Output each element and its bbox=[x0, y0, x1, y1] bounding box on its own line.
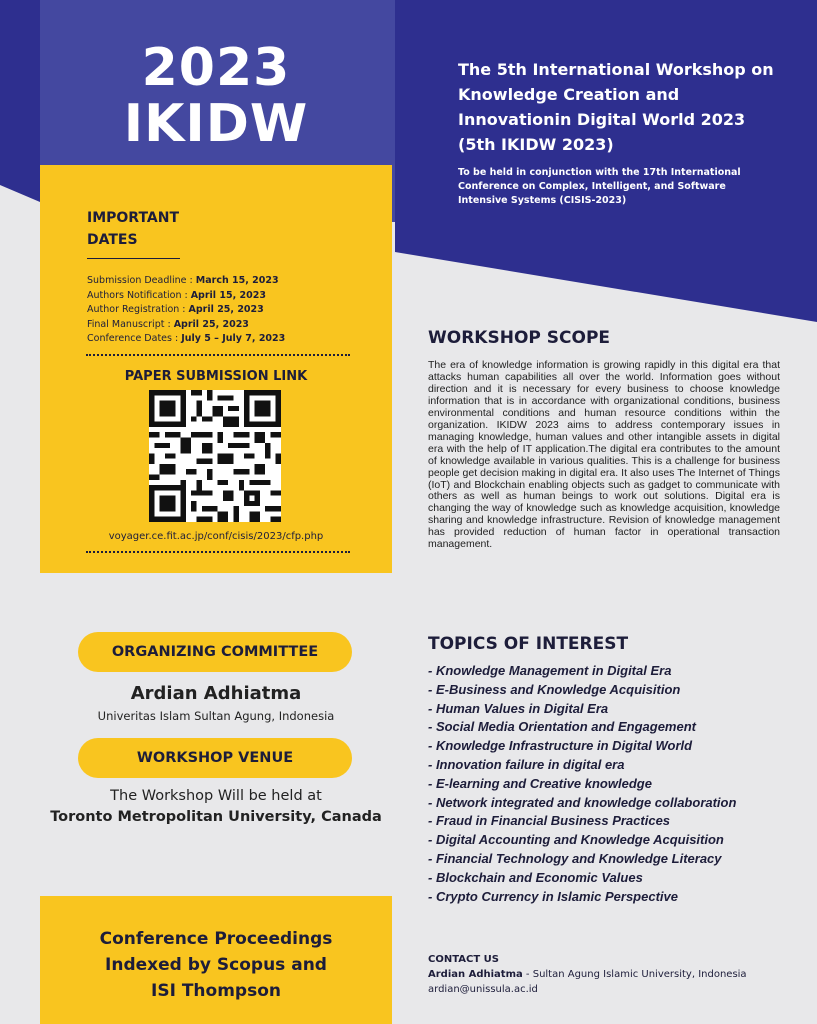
topic-item: - E-Business and Knowledge Acquisition bbox=[428, 681, 681, 697]
venue-line2: Toronto Metropolitan University, Canada bbox=[50, 809, 382, 825]
date-row-conference bbox=[87, 332, 387, 347]
hero-acronym: IKIDW bbox=[123, 94, 309, 154]
date-value: April 25, 2023 bbox=[173, 318, 249, 330]
submission-heading: PAPER SUBMISSION LINK bbox=[124, 369, 308, 384]
proceedings-line2: Indexed by Scopus and bbox=[105, 955, 327, 975]
venue-badge: WORKSHOP VENUE bbox=[78, 738, 352, 778]
dates-list bbox=[87, 274, 387, 347]
contact-email[interactable]: ardian@unissula.ac.id bbox=[428, 984, 538, 995]
topic-item: - Financial Technology and Knowledge Literacy bbox=[428, 850, 722, 866]
date-label: Authors Notification : bbox=[87, 289, 191, 301]
date-row-final-manuscript bbox=[87, 318, 387, 333]
date-label: Conference Dates : bbox=[87, 333, 182, 345]
date-value: March 15, 2023 bbox=[195, 275, 279, 286]
heading-underline bbox=[87, 258, 180, 259]
topic-item: - Fraud in Financial Business Practices bbox=[428, 813, 671, 829]
topic-item: - Digital Accounting and Knowledge Acquisition bbox=[428, 832, 724, 848]
hero-year: 2023 bbox=[141, 38, 291, 98]
date-value: April 25, 2023 bbox=[188, 304, 264, 316]
date-row-notification bbox=[87, 289, 387, 304]
date-value: April 15, 2023 bbox=[190, 289, 266, 301]
topic-item: - Blockchain and Economic Values bbox=[428, 869, 643, 885]
date-label: Final Manuscript : bbox=[87, 318, 174, 330]
hero-title bbox=[40, 40, 392, 152]
topic-item: - E-learning and Creative knowledge bbox=[428, 775, 652, 791]
important-dates-heading bbox=[87, 207, 287, 251]
topic-item: - Knowledge Management in Digital Era bbox=[428, 663, 672, 678]
topics-heading: TOPICS OF INTEREST bbox=[428, 634, 629, 654]
date-value: July 5 – July 7, 2023 bbox=[181, 333, 286, 345]
topic-item: - Innovation failure in digital era bbox=[428, 756, 625, 772]
contact-block bbox=[428, 952, 808, 997]
date-label: Author Registration : bbox=[87, 304, 189, 316]
topic-item: - Human Values in Digital Era bbox=[428, 700, 609, 716]
date-label: Submission Deadline : bbox=[87, 275, 196, 286]
topics-list bbox=[428, 662, 798, 906]
scope-text: The era of knowledge information is growing rapidly in this digital era that attacks human capabilities all over the world. Information goes without direction and it is necessary for every business to choose knowledge information that is in accordance with organizational conditions, business environmental conditions and human resource conditions within the organization. IKIDW 2023 aims to address contemporary issues in managing knowledge, human values and other intangible assets in digital era with the help of IT application.The digital era contributes to the amount of knowledge available in various qualities. This is a challenge for business people get decision making in digital era. It also uses The Internet of Things (IoT) and Blockchain enabling objects such as gadget to communicate with others as well as human beings to work out solutions. Digital era is changing the way of knowledge such as knowledge acquisition, knowledge sharing and knowledge infrastructure. Revision of knowledge management has provided reduction of human factor in operational transaction management. bbox=[428, 359, 780, 551]
important-dates-heading-line1: IMPORTANT bbox=[87, 210, 180, 226]
submission-link[interactable]: voyager.ce.fit.ac.jp/conf/cisis/2023/cfp.php bbox=[108, 531, 324, 542]
contact-name: Ardian Adhiatma bbox=[428, 969, 523, 980]
important-dates-heading-line2: DATES bbox=[87, 232, 138, 248]
committee-affiliation: Univeritas Islam Sultan Agung, Indonesia bbox=[97, 709, 335, 723]
topic-item: - Crypto Currency in Islamic Perspective bbox=[428, 888, 678, 904]
qr-code-icon[interactable] bbox=[149, 390, 281, 522]
proceedings-text bbox=[40, 926, 392, 1004]
contact-line bbox=[428, 967, 808, 982]
header-band-right bbox=[395, 0, 817, 322]
contact-affiliation: - Sultan Agung Islamic University, Indonesia bbox=[522, 969, 747, 980]
topic-item: - Knowledge Infrastructure in Digital World bbox=[428, 738, 693, 754]
contact-heading: CONTACT US bbox=[428, 954, 499, 965]
dotted-divider-top bbox=[86, 354, 350, 356]
date-row-registration bbox=[87, 303, 387, 318]
topic-item: - Network integrated and knowledge collaboration bbox=[428, 794, 737, 810]
committee-badge: ORGANIZING COMMITTEE bbox=[78, 632, 352, 672]
topic-item: - Social Media Orientation and Engagement bbox=[428, 719, 696, 735]
date-row-submission bbox=[87, 274, 387, 289]
dotted-divider-bottom bbox=[86, 551, 350, 553]
venue-line1: The Workshop Will be held at bbox=[110, 788, 322, 804]
workshop-subtitle: To be held in conjunction with the 17th International Conference on Complex, Intelligent, and Software Intensive Systems (CISIS-2023) bbox=[458, 167, 741, 206]
scope-heading: WORKSHOP SCOPE bbox=[428, 328, 611, 348]
committee-name: Ardian Adhiatma bbox=[130, 683, 302, 704]
proceedings-line1: Conference Proceedings bbox=[99, 929, 333, 949]
workshop-title: The 5th International Workshop on Knowledge Creation and Innovationin Digital World 2023 (5th IKIDW 2023) bbox=[458, 60, 774, 154]
header-band-left bbox=[0, 0, 40, 202]
proceedings-line3: ISI Thompson bbox=[151, 981, 281, 1001]
